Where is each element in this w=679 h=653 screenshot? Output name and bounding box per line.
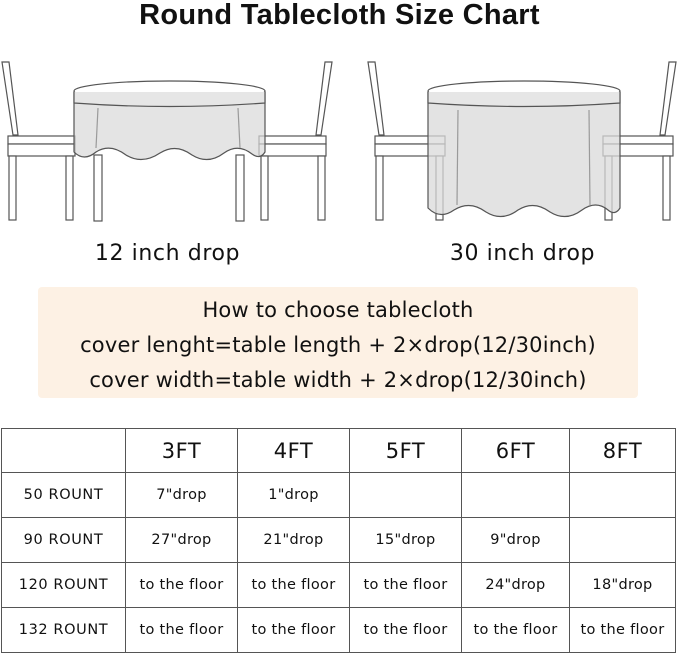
table-cell: 21"drop — [238, 518, 350, 563]
table-cell — [570, 518, 676, 563]
table-header-row — [2, 429, 676, 473]
table-cell: to the floor — [238, 563, 350, 608]
column-header: 4FT — [238, 429, 350, 473]
table-cell — [462, 473, 570, 518]
table-cell: 24"drop — [462, 563, 570, 608]
tablecloth-icon — [74, 81, 265, 160]
row-header: 50 ROUNT — [2, 473, 126, 518]
table-row — [2, 473, 676, 518]
table-cell: 27"drop — [126, 518, 238, 563]
table-illustrations — [0, 52, 679, 232]
formula-length: cover lenght=table length + 2×drop(12/30inch) — [80, 333, 596, 357]
chair-icon — [2, 62, 75, 220]
row-header: 132 ROUNT — [2, 608, 126, 653]
table-row — [2, 518, 676, 563]
table-cell: to the floor — [350, 608, 462, 653]
chair-icon — [259, 62, 332, 220]
column-header: 3FT — [126, 429, 238, 473]
table-cell: 1"drop — [238, 473, 350, 518]
illustration-12-inch-drop — [2, 62, 332, 221]
row-header: 90 ROUNT — [2, 518, 126, 563]
table-cell: 15"drop — [350, 518, 462, 563]
table-cell: to the floor — [462, 608, 570, 653]
column-header: 6FT — [462, 429, 570, 473]
table-row — [2, 608, 676, 653]
table-cell: 18"drop — [570, 563, 676, 608]
tablecloth-icon — [428, 81, 620, 217]
table-cell: 7"drop — [126, 473, 238, 518]
table-row — [2, 563, 676, 608]
illustration-30-inch-drop — [368, 62, 676, 220]
table-cell: to the floor — [126, 608, 238, 653]
table-cell: to the floor — [570, 608, 676, 653]
table-cell: to the floor — [238, 608, 350, 653]
table-cell: 9"drop — [462, 518, 570, 563]
how-to-choose-box — [38, 287, 638, 398]
how-to-heading: How to choose tablecloth — [202, 298, 474, 322]
row-header: 120 ROUNT — [2, 563, 126, 608]
table-cell — [570, 473, 676, 518]
caption-12-inch-drop: 12 inch drop — [94, 241, 241, 266]
table-cell: to the floor — [350, 563, 462, 608]
column-header: 8FT — [570, 429, 676, 473]
formula-width: cover width=table width + 2×drop(12/30inch) — [89, 368, 587, 392]
caption-30-inch-drop: 30 inch drop — [449, 241, 596, 266]
page-title: Round Tablecloth Size Chart — [139, 0, 540, 31]
column-header: 5FT — [350, 429, 462, 473]
table-cell — [350, 473, 462, 518]
table-cell: to the floor — [126, 563, 238, 608]
size-chart-table — [1, 428, 676, 653]
header-corner-cell — [2, 429, 126, 473]
